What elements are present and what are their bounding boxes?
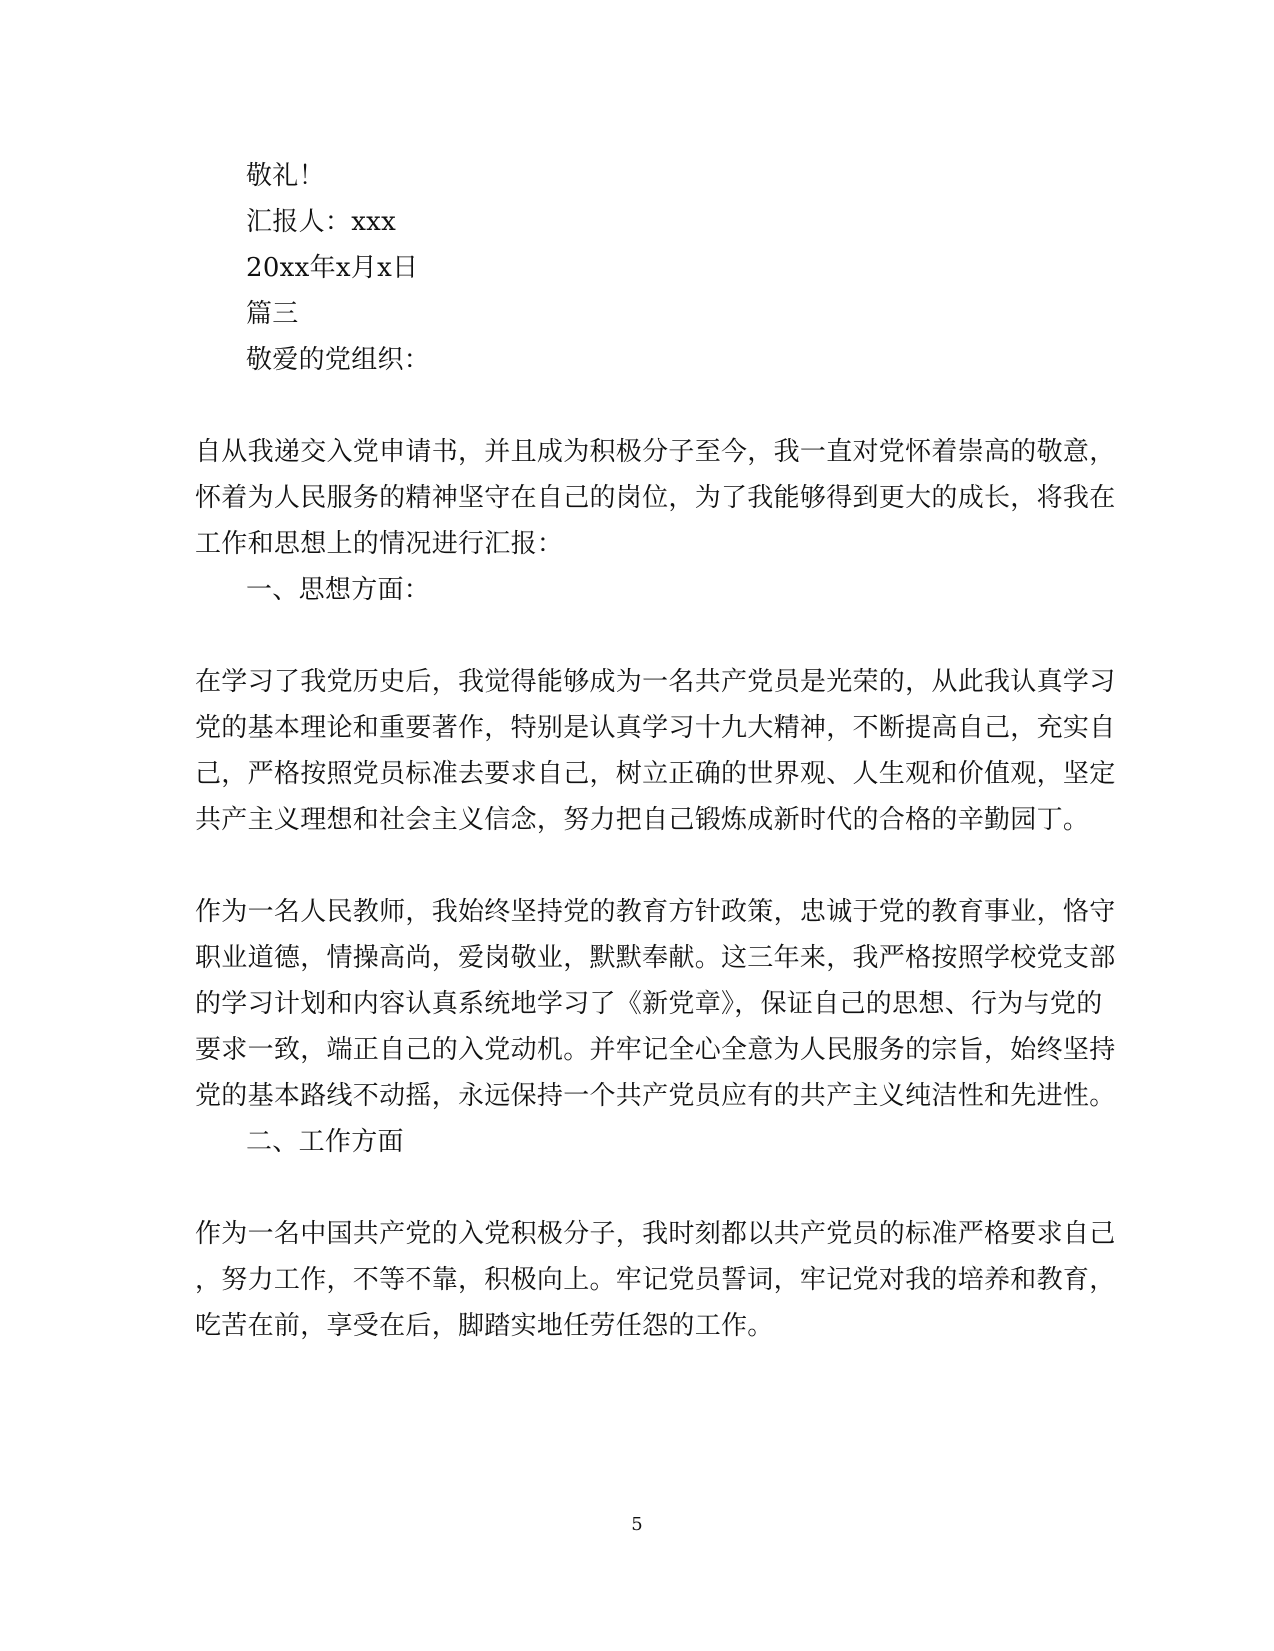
teacher-paragraph-line: 作为一名人民教师，我始终坚持党的教育方针政策，忠诚于党的教育事业，恪守 — [195, 897, 1116, 927]
thought-paragraph-line: 在学习了我党历史后，我觉得能够成为一名共产党员是光荣的，从此我认真学习 — [195, 667, 1116, 697]
section-heading-work: 二、工作方面 — [246, 1127, 404, 1157]
teacher-paragraph-line: 党的基本路线不动摇，永远保持一个共产党员应有的共产主义纯洁性和先进性。 — [195, 1081, 1116, 1111]
thought-paragraph-line: 己，严格按照党员标准去要求自己，树立正确的世界观、人生观和价值观，坚定 — [195, 759, 1116, 789]
work-paragraph-line: 吃苦在前，享受在后，脚踏实地任劳任怨的工作。 — [195, 1311, 774, 1341]
teacher-paragraph-line: 要求一致，端正自己的入党动机。并牢记全心全意为人民服务的宗旨，始终坚持 — [195, 1035, 1116, 1065]
work-paragraph-line: 作为一名中国共产党的入党积极分子，我时刻都以共产党员的标准严格要求自己 — [195, 1219, 1116, 1249]
section-title: 篇三 — [246, 299, 299, 329]
intro-line: 自从我递交入党申请书，并且成为积极分子至今，我一直对党怀着崇高的敬意， — [195, 437, 1116, 467]
intro-line: 怀着为人民服务的精神坚守在自己的岗位，为了我能够得到更大的成长，将我在 — [195, 483, 1116, 513]
thought-paragraph-line: 党的基本理论和重要著作，特别是认真学习十九大精神，不断提高自己，充实自 — [195, 713, 1116, 743]
page-number: 5 — [631, 1514, 643, 1535]
work-paragraph-line: ，努力工作，不等不靠，积极向上。牢记党员誓词，牢记党对我的培养和教育， — [195, 1265, 1116, 1295]
thought-paragraph-line: 共产主义理想和社会主义信念，努力把自己锻炼成新时代的合格的辛勤园丁。 — [195, 805, 1090, 835]
closing-line: 敬礼！ — [246, 161, 325, 191]
date-line: 20xx年x月x日 — [246, 253, 419, 283]
teacher-paragraph-line: 的学习计划和内容认真系统地学习了《新党章》，保证自己的思想、行为与党的 — [195, 989, 1103, 1019]
reporter-line: 汇报人：xxx — [246, 207, 397, 237]
teacher-paragraph-line: 职业道德，情操高尚，爱岗敬业，默默奉献。这三年来，我严格按照学校党支部 — [195, 943, 1116, 973]
salutation-line: 敬爱的党组织： — [246, 345, 431, 375]
intro-line: 工作和思想上的情况进行汇报： — [195, 529, 564, 559]
section-heading-thought: 一、思想方面： — [246, 575, 431, 605]
